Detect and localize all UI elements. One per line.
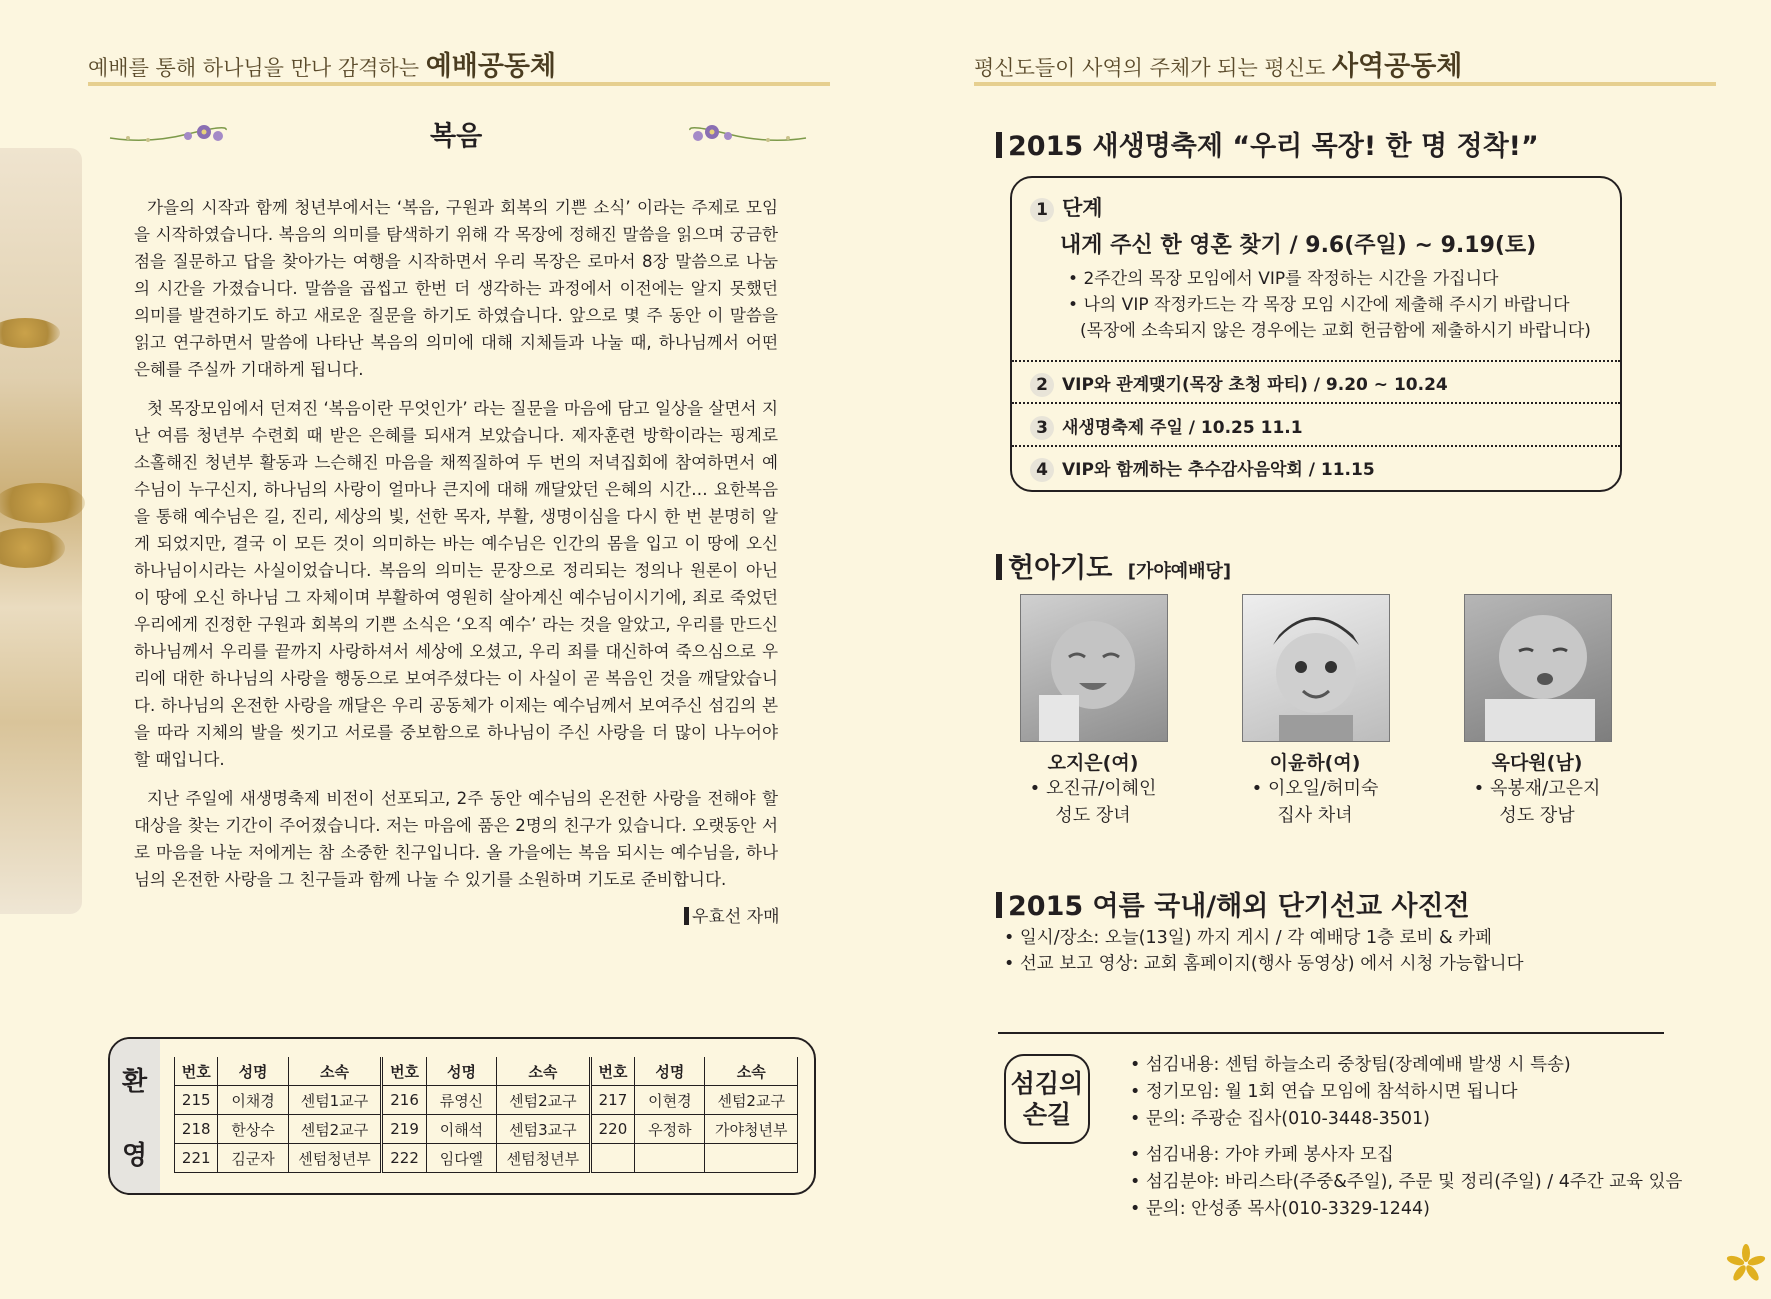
corner-flower-icon — [1726, 1244, 1766, 1284]
heading-bar — [996, 892, 1002, 918]
baby-parents: • 이오일/허미숙 — [1251, 778, 1379, 799]
welcome-table — [174, 1057, 798, 1173]
welcome-header-row — [175, 1057, 798, 1086]
ministry-line: • 정기모임: 월 1회 연습 모임에 참석하시면 됩니다 — [1130, 1082, 1518, 1102]
step-row — [1030, 370, 1448, 397]
baby-photo — [1242, 594, 1390, 742]
baby-name: 오지은(여) — [1047, 752, 1139, 774]
table-cell: 가야청년부 — [705, 1115, 798, 1144]
table-cell — [635, 1144, 705, 1173]
table-cell: 222 — [382, 1144, 427, 1173]
table-cell: 220 — [590, 1115, 635, 1144]
left-section-header — [88, 44, 556, 83]
step-1-word: 단계 — [1062, 196, 1103, 220]
welcome-label-top: 환 — [122, 1067, 148, 1097]
ministry-badge-line: 손길 — [1022, 1100, 1072, 1129]
essay-paragraph: 첫 목장모임에서 던져진 ‘복음이란 무엇인가’ 라는 질문을 마음에 담고 일상을 살면서 지난 여름 청년부 수련회 때 받은 은혜를 되새겨 보았습니다. 제자훈련 방학이라는 핑계로 소홀해진 청년부 활동과 느슨해진 마음을 채찍질하여 두 번의 저녁집회에 참여하면서 예수님이 누구신지, 하나님의 사랑이 얼마나 큰지에 대해 깨달았던 은혜의 시간… 요한복음을 통해 예수님은 길, 진리, 세상의 빛, 선한 목자, 부활, 생명이심을 다시 한 번 분명히 알게 되었지만, 결국 이 모든 것이 의미하는 바는 예수님은 인간의 몸을 입고 이 땅에 오신 하나님이시라는 사실이었습니다. 복음의 의미는 문장으로 정리되는 정의나 원론이 아닌 이 땅에 오신 하나님 그 자체이며 부활하여 영원히 살아계신 예수님이시기에, 죄로 죽었던 우리에게 진정한 구원과 회복의 기쁜 소식은 ‘오직 예수’ 라는 것을 알았고, 우리를 만드신 하나님께서 우리를 끝까지 사랑하셔서 세상에 오셨고, 우리 죄를 대신하여 죽으심으로 우리에 대한 하나님의 사랑을 행동으로 보여주셨다는 이 사실이 곧 복음인 것을 깨달았습니다. 하나님의 온전한 사랑을 깨달은 우리 공동체가 이제는 예수님께서 보여주신 섬김의 본을 따라 지체의 발을 씻기고 서로를 중보함으로 하나님이 주신 사랑을 더 많이 나누어야 할 때입니다. — [134, 399, 778, 769]
festival-heading — [996, 124, 1539, 163]
table-cell: 센텀3교구 — [497, 1115, 591, 1144]
table-cell: 216 — [382, 1086, 427, 1115]
step-1-bullets — [1068, 266, 1591, 344]
essay-author: 우효선 자매 — [692, 907, 780, 927]
col-header: 소속 — [497, 1057, 591, 1086]
ministry-line: • 섬김내용: 센텀 하늘소리 중창팀(장례예배 발생 시 특송) — [1130, 1055, 1571, 1075]
step-1-bullet: • 나의 VIP 작정카드는 각 목장 모임 시간에 제출해 주시기 바랍니다 — [1068, 295, 1570, 315]
col-header: 성명 — [635, 1057, 705, 1086]
step-number: 1 — [1030, 198, 1054, 222]
table-cell: 센텀청년부 — [288, 1144, 382, 1173]
table-cell: 센텀2교구 — [497, 1086, 591, 1115]
ministry-group — [1130, 1142, 1682, 1223]
step-row — [1030, 413, 1303, 440]
baby-info — [1462, 748, 1612, 829]
col-header: 번호 — [590, 1057, 635, 1086]
table-cell: 임다엘 — [426, 1144, 496, 1173]
baby-role: 집사 차녀 — [1277, 805, 1353, 826]
table-cell: 221 — [175, 1144, 218, 1173]
baby-parents: • 오진규/이혜인 — [1029, 778, 1157, 799]
step-divider — [1012, 402, 1620, 404]
heading-bar — [996, 132, 1002, 158]
wheat-grain — [0, 483, 85, 523]
ministry-line: • 문의: 주광순 집사(010-3448-3501) — [1130, 1109, 1431, 1129]
table-cell: 센텀청년부 — [497, 1144, 591, 1173]
step-number: 3 — [1030, 416, 1054, 440]
baby-role: 성도 장녀 — [1055, 805, 1131, 826]
baby-name: 옥다원(남) — [1491, 752, 1583, 774]
baby-info — [1018, 748, 1168, 829]
welcome-box — [108, 1037, 816, 1195]
wheat-photo — [0, 148, 82, 914]
table-cell: 217 — [590, 1086, 635, 1115]
essay-title: 복음 — [430, 121, 483, 152]
col-header: 소속 — [288, 1057, 382, 1086]
step-1-bullet: • 2주간의 목장 모임에서 VIP를 작정하는 시간을 가집니다 — [1068, 269, 1499, 289]
essay-body — [134, 194, 778, 905]
festival-heading-text: 2015 새생명축제 “우리 목장! 한 명 정착!” — [1008, 131, 1539, 162]
dedication-venue: [가야예배당] — [1127, 561, 1232, 582]
dedication-heading-text: 헌아기도 — [1008, 553, 1113, 584]
ministry-line: • 문의: 안성종 목사(010-3329-1244) — [1130, 1199, 1431, 1219]
baby-name: 이윤하(여) — [1269, 752, 1361, 774]
step-divider — [1012, 360, 1620, 362]
col-header: 성명 — [426, 1057, 496, 1086]
table-cell: 이채경 — [218, 1086, 288, 1115]
flower-sprig-left-icon — [108, 116, 230, 152]
table-cell — [590, 1144, 635, 1173]
table-cell: 센텀2교구 — [288, 1115, 382, 1144]
flower-sprig-right-icon — [686, 116, 808, 152]
essay-paragraph: 지난 주일에 새생명축제 비전이 선포되고, 2주 동안 예수님의 온전한 사랑을 전해야 할 대상을 찾는 기간이 주어졌습니다. 저는 마음에 품은 2명의 친구가 있습니다. 오랫동안 서로 마음을 나눈 저에게는 참 소중한 친구입니다. 올 가을에는 복음 되시는 예수님을, 하나님의 온전한 사랑을 그 친구들과 함께 나눌 수 있기를 소원하며 기도로 준비합니다. — [134, 789, 778, 889]
ministry-badge — [1004, 1054, 1090, 1144]
table-row — [175, 1086, 798, 1115]
step-number: 4 — [1030, 458, 1054, 482]
right-header-rule — [974, 82, 1716, 86]
ministry-divider — [998, 1032, 1664, 1034]
table-cell: 이현경 — [635, 1086, 705, 1115]
step-text: 새생명축제 주일 / 10.25 11.1 — [1062, 418, 1303, 438]
col-header: 번호 — [382, 1057, 427, 1086]
step-number: 2 — [1030, 373, 1054, 397]
baby-face-icon — [1243, 595, 1389, 741]
table-cell: 215 — [175, 1086, 218, 1115]
left-section-emph: 예배공동체 — [425, 51, 557, 82]
step-1-title: 내게 주신 한 영혼 찾기 / 9.6(주일) ~ 9.19(토) — [1060, 233, 1537, 258]
table-cell: 센텀1교구 — [288, 1086, 382, 1115]
wheat-grain — [0, 528, 65, 568]
baby-photo — [1464, 594, 1612, 742]
table-row — [175, 1144, 798, 1173]
col-header: 성명 — [218, 1057, 288, 1086]
baby-photo — [1020, 594, 1168, 742]
step-divider — [1012, 445, 1620, 447]
left-header-rule — [88, 82, 830, 86]
step-row — [1030, 455, 1375, 482]
baby-face-icon — [1465, 595, 1611, 741]
table-cell: 한상수 — [218, 1115, 288, 1144]
essay-paragraph: 가을의 시작과 함께 청년부에서는 ‘복음, 구원과 회복의 기쁜 소식’ 이라는 주제로 모임을 시작하였습니다. 복음의 의미를 탐색하기 위해 각 목장에 정해진 말씀을 읽으며 궁금한 점을 질문하고 답을 찾아가는 여행을 시작하면서 우리 목장은 로마서 8장 말씀으로 나눔의 시간을 가졌습니다. 말씀을 곱씹고 한번 더 생각하는 과정에서 이전에는 알지 못했던 의미를 발견하기도 하고 새로운 질문을 하기도 하였습니다. 앞으로 몇 주 동안 이 말씀을 읽고 연구하면서 말씀에 나타난 복음의 의미에 대해 지체들과 나눌 때, 하나님께서 어떤 은혜를 주실까 기대하게 됩니다. — [134, 198, 778, 379]
step-text: VIP와 함께하는 추수감사음악회 / 11.15 — [1062, 460, 1375, 480]
mission-photo-heading — [996, 884, 1470, 923]
table-cell: 우정하 — [635, 1115, 705, 1144]
ministry-group — [1130, 1052, 1571, 1133]
baby-parents: • 옥봉재/고은지 — [1473, 778, 1601, 799]
table-cell: 이해석 — [426, 1115, 496, 1144]
table-cell: 류영신 — [426, 1086, 496, 1115]
step-text: VIP와 관계맺기(목장 초청 파티) / 9.20 ~ 10.24 — [1062, 375, 1448, 395]
col-header: 소속 — [705, 1057, 798, 1086]
baby-info — [1240, 748, 1390, 829]
mission-photo-line: • 선교 보고 영상: 교회 홈페이지(행사 동영상) 에서 시청 가능합니다 — [1004, 954, 1524, 974]
step-1-label — [1030, 192, 1103, 222]
right-section-header — [974, 44, 1462, 83]
ministry-line: • 섬김분야: 바리스타(주중&주일), 주문 및 정리(주일) / 4주간 교육 있음 — [1130, 1172, 1683, 1192]
table-cell: 218 — [175, 1115, 218, 1144]
col-header: 번호 — [175, 1057, 218, 1086]
table-cell: 김군자 — [218, 1144, 288, 1173]
table-cell: 219 — [382, 1115, 427, 1144]
festival-steps-box — [1010, 176, 1622, 492]
table-cell — [705, 1144, 798, 1173]
right-section-prefix: 평신도들이 사역의 주체가 되는 평신도 — [974, 56, 1326, 80]
wheat-grain — [0, 318, 60, 348]
mission-photo-line: • 일시/장소: 오늘(13일) 까지 게시 / 각 예배당 1층 로비 & 카페 — [1004, 928, 1493, 948]
left-section-prefix: 예배를 통해 하나님을 만나 감격하는 — [88, 56, 419, 80]
welcome-label-panel — [110, 1039, 160, 1193]
baby-face-icon — [1021, 595, 1167, 741]
baby-role: 성도 장남 — [1499, 805, 1575, 826]
welcome-label-bottom: 영 — [122, 1141, 148, 1171]
ministry-badge-line: 섬김의 — [1010, 1069, 1084, 1098]
right-section-emph: 사역공동체 — [1331, 51, 1463, 82]
mission-photo-lines — [1004, 925, 1523, 977]
essay-signature — [684, 902, 780, 927]
ministry-line: • 섬김내용: 가야 카페 봉사자 모집 — [1130, 1145, 1394, 1165]
table-cell: 센텀2교구 — [705, 1086, 798, 1115]
dedication-heading — [996, 546, 1231, 585]
table-row — [175, 1115, 798, 1144]
heading-bar — [996, 554, 1002, 580]
mission-photo-heading-text: 2015 여름 국내/해외 단기선교 사진전 — [1008, 891, 1470, 922]
step-1-note: (목장에 소속되지 않은 경우에는 교회 헌금함에 제출하시기 바랍니다) — [1080, 321, 1591, 341]
